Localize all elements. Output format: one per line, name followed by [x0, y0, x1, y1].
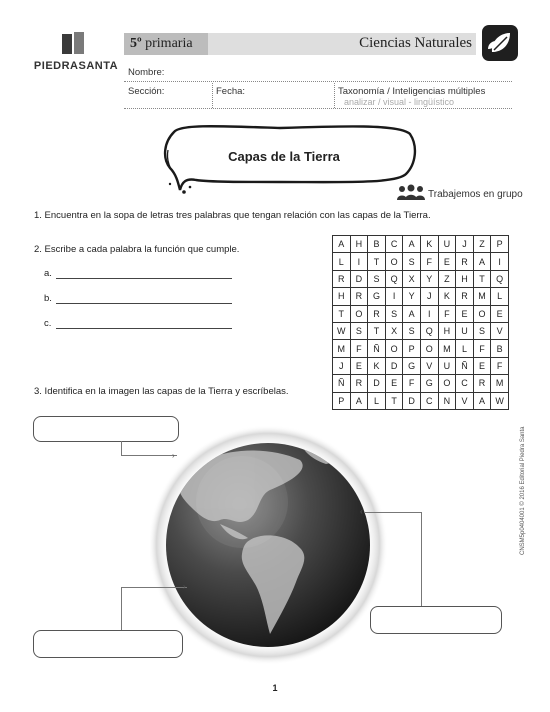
word-search-cell[interactable]: Ñ — [456, 357, 474, 374]
layer-answer-box-1[interactable] — [33, 416, 179, 442]
word-search-cell[interactable]: L — [491, 288, 509, 305]
word-search-cell[interactable]: D — [368, 375, 386, 392]
word-search-cell[interactable]: D — [403, 392, 421, 409]
word-search-row — [333, 357, 509, 374]
date-label: Fecha: — [216, 86, 246, 97]
word-search-cell[interactable]: I — [385, 288, 403, 305]
word-search-cell[interactable]: A — [403, 305, 421, 322]
word-search-cell[interactable]: J — [456, 236, 474, 253]
word-search-cell[interactable]: L — [456, 340, 474, 357]
word-search-cell[interactable]: E — [491, 305, 509, 322]
word-search-cell[interactable]: T — [333, 305, 351, 322]
word-search-cell[interactable]: E — [385, 375, 403, 392]
word-search-cell[interactable]: V — [491, 322, 509, 339]
word-search-cell[interactable]: S — [385, 305, 403, 322]
word-search-cell[interactable]: Ñ — [333, 375, 351, 392]
word-search-cell[interactable]: I — [350, 253, 368, 270]
word-search-row — [333, 236, 509, 253]
word-search-cell[interactable]: T — [385, 392, 403, 409]
word-search-grid — [332, 235, 509, 410]
word-search-cell[interactable]: E — [473, 357, 491, 374]
word-search-cell[interactable]: G — [403, 357, 421, 374]
word-search-row — [333, 392, 509, 409]
question-3: 3. Identifica en la imagen las capas de la Tierra y escríbelas. — [34, 386, 289, 397]
subject-title: Ciencias Naturales — [359, 35, 472, 51]
word-search-cell[interactable]: K — [420, 236, 438, 253]
word-search-cell[interactable]: E — [350, 357, 368, 374]
word-search-cell[interactable]: J — [333, 357, 351, 374]
name-label: Nombre: — [128, 67, 165, 78]
word-search-cell[interactable]: O — [420, 340, 438, 357]
word-search-cell[interactable]: W — [333, 322, 351, 339]
question-2: 2. Escribe a cada palabra la función que cumple. — [34, 244, 240, 255]
layer-answer-box-2[interactable] — [370, 606, 502, 634]
word-search-cell[interactable]: F — [438, 305, 456, 322]
word-search-cell[interactable]: S — [403, 253, 421, 270]
word-search-cell[interactable]: K — [368, 357, 386, 374]
grade-number: 5º — [130, 36, 142, 51]
word-search-cell[interactable]: D — [385, 357, 403, 374]
word-search-cell[interactable]: I — [491, 253, 509, 270]
connector-line-3 — [121, 587, 122, 630]
word-search-cell[interactable]: J — [420, 288, 438, 305]
word-search-row — [333, 340, 509, 357]
word-search-cell[interactable]: A — [473, 392, 491, 409]
word-search-cell[interactable]: C — [456, 375, 474, 392]
word-search-row — [333, 270, 509, 287]
word-search-cell[interactable]: W — [491, 392, 509, 409]
grade-word: primaria — [145, 36, 193, 51]
word-search-cell[interactable]: Q — [420, 322, 438, 339]
word-search-cell[interactable]: Z — [473, 236, 491, 253]
publisher-name: PIEDRASANTA — [33, 60, 119, 72]
word-search-row — [333, 288, 509, 305]
page-number: 1 — [272, 683, 278, 693]
word-search-cell[interactable]: C — [420, 392, 438, 409]
arrow-right-icon: › — [172, 451, 175, 460]
section-label: Sección: — [128, 86, 165, 97]
arrow-right-icon: › — [183, 582, 186, 591]
word-search-cell[interactable]: H — [350, 236, 368, 253]
word-search-cell[interactable]: H — [456, 270, 474, 287]
word-search-cell[interactable]: R — [456, 288, 474, 305]
word-search-cell[interactable]: S — [473, 322, 491, 339]
answer-line-b[interactable] — [56, 303, 232, 304]
grade-label — [130, 36, 193, 52]
connector-line-1 — [121, 441, 122, 455]
word-search-cell[interactable]: S — [350, 322, 368, 339]
word-search-cell[interactable]: O — [438, 375, 456, 392]
answer-label-c: c. — [44, 318, 52, 329]
connector-line-3 — [121, 587, 187, 588]
word-search-cell[interactable]: Ñ — [368, 340, 386, 357]
word-search-cell[interactable]: T — [473, 270, 491, 287]
publisher-logo-icon — [62, 32, 86, 54]
connector-line-1 — [121, 455, 177, 456]
word-search-cell[interactable]: P — [403, 340, 421, 357]
word-search-cell[interactable]: P — [333, 392, 351, 409]
word-search-cell[interactable]: B — [368, 236, 386, 253]
word-search-row — [333, 322, 509, 339]
question-1: 1. Encuentra en la sopa de letras tres palabras que tengan relación con las capas de la Tierra. — [34, 210, 431, 221]
field-divider — [212, 83, 213, 108]
word-search-cell[interactable]: G — [420, 375, 438, 392]
field-divider — [334, 83, 335, 108]
layer-answer-box-3[interactable] — [33, 630, 183, 658]
leaf-icon — [482, 25, 518, 61]
word-search-cell[interactable]: D — [350, 270, 368, 287]
word-search-cell[interactable]: O — [350, 305, 368, 322]
word-search-cell[interactable]: L — [368, 392, 386, 409]
word-search-cell[interactable]: R — [350, 288, 368, 305]
word-search-cell[interactable]: R — [350, 375, 368, 392]
word-search-cell[interactable]: O — [473, 305, 491, 322]
section-field[interactable] — [124, 108, 512, 109]
word-search-cell[interactable]: H — [438, 322, 456, 339]
answer-label-b: b. — [44, 293, 52, 304]
word-search-cell[interactable]: Y — [420, 270, 438, 287]
word-search-cell[interactable]: H — [333, 288, 351, 305]
word-search-cell[interactable]: B — [491, 340, 509, 357]
word-search-cell[interactable]: O — [385, 253, 403, 270]
connector-line-2 — [365, 512, 421, 513]
earth-globe — [150, 420, 390, 670]
word-search-cell[interactable]: N — [438, 392, 456, 409]
word-search-cell[interactable]: R — [333, 270, 351, 287]
word-search-cell[interactable]: L — [333, 253, 351, 270]
word-search-cell[interactable]: A — [403, 236, 421, 253]
word-search-cell[interactable]: T — [368, 253, 386, 270]
word-search-cell[interactable]: U — [456, 322, 474, 339]
word-search-cell[interactable]: M — [491, 375, 509, 392]
word-search-cell[interactable]: R — [456, 253, 474, 270]
word-search-cell[interactable]: X — [385, 322, 403, 339]
word-search-row — [333, 375, 509, 392]
taxonomy-detail: analizar / visual - lingüístico — [344, 97, 455, 107]
word-search-cell[interactable]: Q — [491, 270, 509, 287]
word-search-cell[interactable]: Y — [403, 288, 421, 305]
word-search-cell[interactable]: A — [333, 236, 351, 253]
word-search-cell[interactable]: F — [403, 375, 421, 392]
name-field[interactable] — [124, 81, 512, 82]
word-search-cell[interactable]: M — [473, 288, 491, 305]
arrow-left-icon: ‹ — [360, 507, 363, 516]
word-search-cell[interactable]: X — [403, 270, 421, 287]
word-search-cell[interactable]: K — [438, 288, 456, 305]
word-search-cell[interactable]: T — [368, 322, 386, 339]
word-search-cell[interactable]: R — [368, 305, 386, 322]
word-search-cell[interactable]: U — [438, 236, 456, 253]
word-search-cell[interactable]: O — [385, 340, 403, 357]
word-search-cell[interactable]: U — [438, 357, 456, 374]
word-search-cell[interactable]: A — [473, 253, 491, 270]
word-search-cell[interactable]: I — [420, 305, 438, 322]
word-search-cell[interactable]: R — [473, 375, 491, 392]
copyright-code: CNSM5p0404001 © 2016 Editorial Piedra Santa — [520, 426, 526, 555]
word-search-cell[interactable]: E — [456, 305, 474, 322]
word-search-cell[interactable]: F — [491, 357, 509, 374]
answer-line-a[interactable] — [56, 278, 232, 279]
word-search-cell[interactable]: M — [438, 340, 456, 357]
word-search-cell[interactable]: F — [473, 340, 491, 357]
word-search-cell[interactable]: A — [350, 392, 368, 409]
connector-line-2 — [421, 512, 422, 606]
word-search-cell[interactable]: M — [333, 340, 351, 357]
word-search-cell[interactable]: C — [385, 236, 403, 253]
word-search-cell[interactable]: Z — [438, 270, 456, 287]
word-search-cell[interactable]: V — [456, 392, 474, 409]
word-search-cell[interactable]: F — [350, 340, 368, 357]
word-search-cell[interactable]: V — [420, 357, 438, 374]
word-search-cell[interactable]: G — [368, 288, 386, 305]
word-search-cell[interactable]: F — [420, 253, 438, 270]
page-title: Capas de la Tierra — [228, 149, 340, 164]
word-search-row — [333, 253, 509, 270]
group-icon — [396, 184, 426, 200]
taxonomy-label: Taxonomía / Inteligencias múltiples — [338, 86, 486, 97]
word-search-row — [333, 305, 509, 322]
answer-line-c[interactable] — [56, 328, 232, 329]
group-work-label: Trabajemos en grupo — [428, 189, 523, 200]
word-search-cell[interactable]: Q — [385, 270, 403, 287]
answer-label-a: a. — [44, 268, 52, 279]
word-search-cell[interactable]: S — [403, 322, 421, 339]
word-search-cell[interactable]: P — [491, 236, 509, 253]
word-search-cell[interactable]: S — [368, 270, 386, 287]
word-search-cell[interactable]: E — [438, 253, 456, 270]
